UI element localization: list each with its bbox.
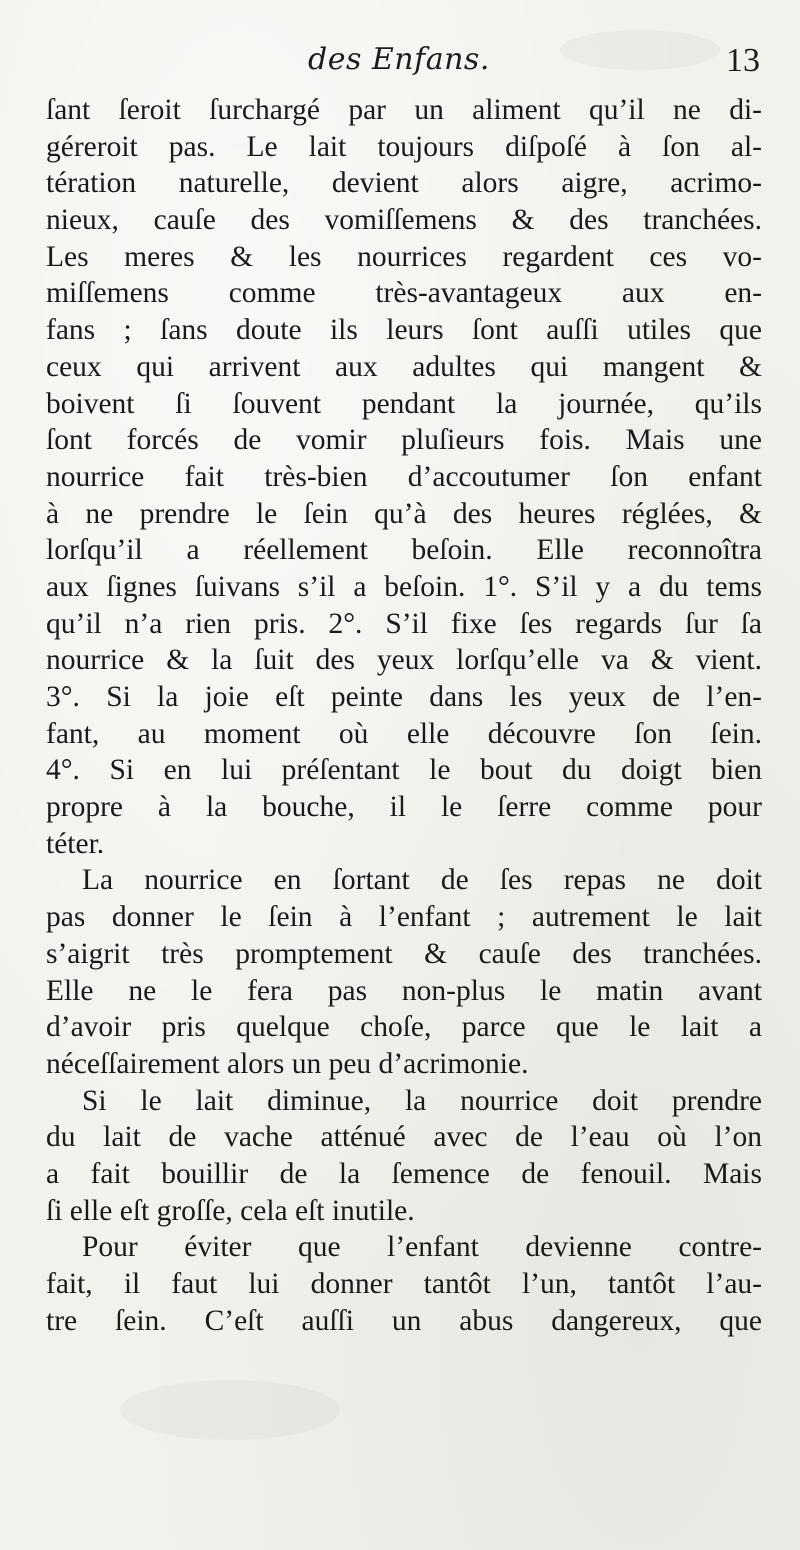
text-line: ceux qui arrivent aux adultes qui mangent & xyxy=(46,350,762,383)
text-line: pas donner le ſein à l’enfant ; autrement le lait xyxy=(46,901,762,934)
text-line: nourrice & la ſuit des yeux lorſqu’elle va & vient. xyxy=(46,644,762,677)
page-number: 13 xyxy=(726,42,760,79)
text-line: nieux, cauſe des vomiſſemens & des tranchées. xyxy=(46,204,762,237)
text-line: Pour éviter que l’enfant devienne contre- xyxy=(82,1231,762,1264)
text-line: ſant ſeroit ſurchargé par un aliment qu’il ne di- xyxy=(46,94,762,126)
text-line: fait, il faut lui donner tantôt l’un, tantôt l’au- xyxy=(46,1268,762,1300)
text-line: La nourrice en ſortant de ſes repas ne doit xyxy=(82,864,762,897)
text-line: Les meres & les nourrices regardent ces vo- xyxy=(46,240,762,273)
text-line: tre ſein. C’eſt auſſi un abus dangereux, que xyxy=(46,1304,762,1337)
text-line: géreroit pas. Le lait toujours diſpoſé à ſon al- xyxy=(46,130,762,163)
text-line: néceſſairement alors un peu d’acrimonie. xyxy=(46,1047,529,1080)
paper-smudge xyxy=(120,1380,340,1440)
text-line: du lait de vache atténué avec de l’eau où l’on xyxy=(46,1121,762,1154)
text-line: propre à la bouche, il le ſerre comme pour xyxy=(46,791,762,824)
text-line: fant, au moment où elle découvre ſon ſein. xyxy=(46,717,762,750)
text-line: s’aigrit très promptement & cauſe des tranchées. xyxy=(46,937,762,970)
text-line: lorſqu’il a réellement beſoin. Elle reconnoîtra xyxy=(46,534,762,567)
text-line: a fait bouillir de la ſemence de fenouil. Mais xyxy=(46,1157,762,1190)
text-line: téter. xyxy=(46,827,105,860)
page-header xyxy=(0,42,800,92)
running-head: des Enfans. xyxy=(308,42,490,77)
text-line: d’avoir pris quelque choſe, parce que le lait a xyxy=(46,1011,762,1044)
text-line: à ne prendre le ſein qu’à des heures réglées, & xyxy=(46,497,762,530)
text-line: tération naturelle, devient alors aigre, acrimo- xyxy=(46,167,762,200)
text-line: Elle ne le fera pas non-plus le matin avant xyxy=(46,974,762,1007)
text-line: boivent ſi ſouvent pendant la journée, qu’ils xyxy=(46,387,762,420)
body-text xyxy=(46,92,762,1339)
text-line: 3°. Si la joie eſt peinte dans les yeux de l’en- xyxy=(46,681,762,713)
text-line: Si le lait diminue, la nourrice doit prendre xyxy=(82,1084,762,1117)
text-line: miſſemens comme très-avantageux aux en- xyxy=(46,277,762,310)
text-line: ſont forcés de vomir pluſieurs fois. Mais une xyxy=(46,424,762,457)
text-line: aux ſignes ſuivans s’il a beſoin. 1°. S’il y a du tems xyxy=(46,570,762,603)
text-line: nourrice fait très-bien d’accoutumer ſon enfant xyxy=(46,460,762,493)
text-line: 4°. Si en lui préſentant le bout du doigt bien xyxy=(46,754,762,787)
text-line: fans ; ſans doute ils leurs ſont auſſi utiles que xyxy=(46,314,762,347)
text-line: qu’il n’a rien pris. 2°. S’il fixe ſes regards ſur ſa xyxy=(46,607,762,640)
text-line: ſi elle eſt groſſe, cela eſt inutile. xyxy=(46,1194,415,1227)
